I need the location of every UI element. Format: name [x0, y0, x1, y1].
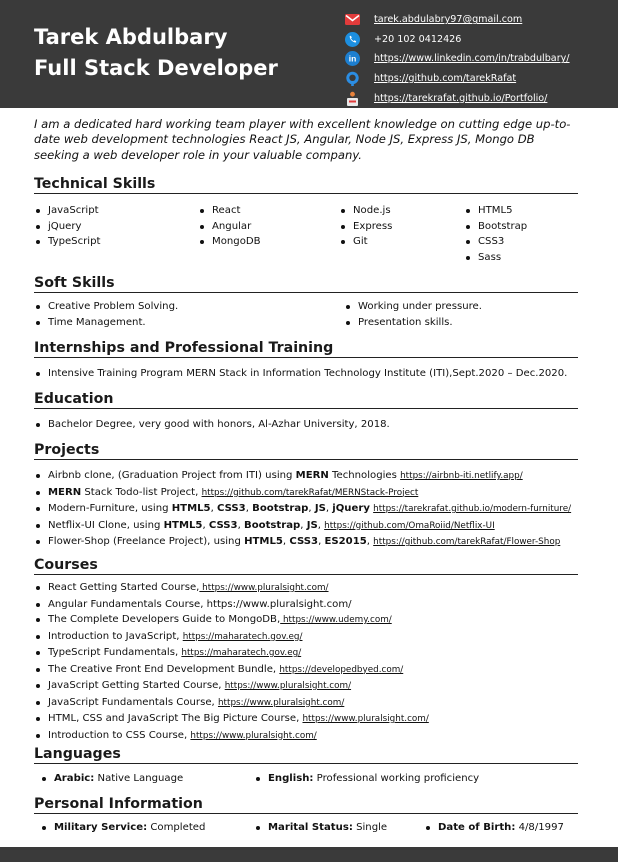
list-item: Angular	[198, 219, 339, 235]
skills-column	[198, 203, 339, 265]
section-title: Personal Information	[34, 795, 578, 814]
project-item	[34, 501, 578, 518]
language-column	[254, 771, 554, 787]
course-item	[34, 678, 578, 695]
list-item: Express	[339, 219, 464, 235]
soft-skills-section	[34, 274, 578, 330]
project-text: JS	[314, 503, 326, 514]
section-title: Soft Skills	[34, 274, 578, 293]
candidate-role: Full Stack Developer	[34, 56, 278, 80]
github-link[interactable]: https://github.com/tarekRafat	[374, 73, 517, 85]
svg-text:in: in	[348, 54, 356, 65]
section-title: Education	[34, 390, 578, 409]
course-name: Introduction to CSS Course,	[48, 729, 191, 741]
personal-column	[424, 820, 574, 836]
project-text: Modern-Furniture, using	[48, 503, 172, 514]
project-text: ,	[300, 519, 307, 531]
project-text: Bootstrap	[244, 519, 301, 531]
summary-block	[34, 117, 578, 163]
list-item: Node.js	[339, 203, 464, 219]
personal-info-columns	[34, 820, 578, 836]
course-link[interactable]: https://www.pluralsight.com/	[302, 714, 429, 724]
language-label: English:	[268, 773, 314, 784]
course-item	[34, 695, 578, 712]
project-text: MERN	[295, 470, 329, 481]
course-name: Angular Fundamentals Course, https://www.pluralsight.com/	[48, 598, 352, 610]
linkedin-link[interactable]: https://www.linkedin.com/in/trabdulbary/	[374, 53, 570, 65]
list-item: Working under pressure.	[344, 299, 574, 315]
course-link[interactable]: https://www.pluralsight.com/	[224, 681, 352, 691]
project-text: ,	[282, 536, 290, 547]
internships-list	[34, 366, 578, 382]
list-item: Bachelor Degree, very good with honors, Al-Azhar University, 2018.	[34, 417, 578, 433]
project-item	[34, 468, 578, 485]
project-text: HTML5	[171, 503, 211, 514]
project-text: ,	[366, 536, 374, 547]
project-text: ,	[202, 519, 209, 531]
candidate-name: Tarek Abdulbary	[34, 25, 228, 49]
courses-section	[34, 556, 578, 744]
personal-label: Date of Birth:	[438, 822, 516, 833]
languages-columns	[34, 771, 578, 787]
header-banner	[0, 0, 618, 108]
personal-item	[40, 820, 254, 836]
project-text: CSS3	[289, 536, 319, 547]
project-link[interactable]: https://github.com/tarekRafat/Flower-Shop	[373, 537, 561, 547]
contact-email[interactable]	[344, 10, 614, 30]
course-name: The Complete Developers Guide to MongoDB,	[48, 614, 281, 625]
personal-label: Military Service:	[54, 822, 148, 833]
name-block	[34, 22, 278, 84]
email-link[interactable]: tarek.abdulabry97@gmail.com	[374, 14, 523, 26]
project-text: Bootstrap	[252, 503, 309, 514]
course-link[interactable]: https://developedbyed.com/	[279, 664, 404, 675]
project-text: ,	[317, 519, 325, 531]
personal-value: 4/8/1997	[515, 822, 564, 833]
personal-label: Marital Status:	[268, 822, 353, 833]
list-item: React	[198, 203, 339, 219]
language-item	[40, 771, 254, 787]
project-text: ES2015	[324, 536, 367, 547]
course-name: JavaScript Fundamentals Course,	[48, 696, 218, 708]
list-item: CSS3	[464, 234, 574, 250]
skills-column	[34, 203, 198, 265]
list-item: Bootstrap	[464, 219, 574, 235]
project-text: ,	[237, 519, 245, 531]
technical-skills-columns	[34, 203, 578, 265]
course-item	[34, 662, 578, 679]
project-text: Netflix-UI Clone, using	[48, 519, 164, 531]
course-name: HTML, CSS and JavaScript The Big Picture Course,	[48, 713, 303, 724]
portfolio-link[interactable]: https://tarekrafat.github.io/Portfolio/	[374, 92, 548, 104]
course-item	[34, 612, 578, 629]
language-value: Native Language	[94, 773, 184, 784]
github-icon	[344, 71, 360, 87]
list-item: JavaScript	[34, 203, 198, 219]
personal-column	[34, 820, 254, 836]
project-text: Flower-Shop (Freelance Project), using	[48, 536, 245, 547]
project-text: CSS3	[208, 519, 238, 531]
project-text: Airbnb clone, (Graduation Project from ITI) using	[48, 470, 296, 481]
project-text: Stack Todo-list Project,	[81, 486, 202, 498]
project-text: JS	[306, 519, 318, 531]
list-item: HTML5	[464, 203, 574, 219]
language-value: Professional working proficiency	[313, 773, 480, 784]
technical-skills-section	[34, 175, 578, 265]
list-item: MongoDB	[198, 234, 339, 250]
personal-item	[254, 820, 424, 836]
language-item	[254, 771, 554, 787]
education-list	[34, 417, 578, 433]
mail-icon	[344, 12, 360, 28]
contact-github[interactable]	[344, 69, 614, 89]
course-item	[34, 629, 578, 646]
project-item	[34, 485, 578, 502]
project-text: ,	[245, 503, 253, 514]
project-link[interactable]: https://github.com/tarekRafat/MERNStack-Project	[201, 487, 419, 498]
projects-section	[34, 441, 578, 551]
soft-skills-column	[344, 299, 574, 330]
course-name: The Creative Front End Development Bundle,	[48, 663, 280, 675]
portfolio-icon	[344, 90, 360, 106]
course-item	[34, 597, 578, 613]
phone-number: +20 102 0412426	[374, 33, 462, 45]
course-link[interactable]: https://maharatech.gov.eg/	[181, 648, 302, 658]
language-column	[34, 771, 254, 787]
course-item	[34, 711, 578, 728]
project-text: CSS3	[217, 503, 246, 514]
skills-column	[464, 203, 574, 265]
project-text: ,	[308, 503, 315, 514]
project-text: ,	[210, 503, 217, 514]
course-name: TypeScript Fundamentals,	[48, 647, 182, 658]
project-text: MERN	[48, 486, 82, 498]
section-title: Technical Skills	[34, 175, 578, 194]
contact-portfolio[interactable]	[344, 88, 614, 108]
soft-skills-columns	[34, 299, 578, 330]
list-item: Intensive Training Program MERN Stack in Information Technology Institute (ITI),Sept.2020 – Dec.2020.	[34, 366, 578, 382]
internships-section	[34, 339, 578, 382]
list-item: Git	[339, 234, 464, 250]
projects-list	[34, 468, 578, 551]
project-text: ,	[325, 503, 333, 514]
list-item: TypeScript	[34, 234, 198, 250]
languages-section	[34, 745, 578, 787]
course-item	[34, 645, 578, 662]
project-link[interactable]: https://airbnb-iti.netlify.app/	[400, 471, 523, 481]
project-text: HTML5	[244, 536, 283, 547]
list-item: Creative Problem Solving.	[34, 299, 344, 315]
project-item	[34, 518, 578, 535]
personal-value: Single	[352, 822, 388, 833]
list-item: jQuery	[34, 219, 198, 235]
project-text: HTML5	[163, 519, 203, 531]
footer-bar	[0, 847, 618, 862]
personal-value: Completed	[147, 822, 206, 833]
section-title: Internships and Professional Training	[34, 339, 578, 358]
contact-linkedin[interactable]	[344, 49, 614, 69]
contact-list	[344, 10, 614, 108]
project-text: jQuery	[332, 503, 370, 514]
course-name: Introduction to JavaScript,	[48, 630, 183, 642]
course-link[interactable]: https://www.pluralsight.com/	[190, 730, 317, 741]
personal-item	[424, 820, 574, 836]
course-link[interactable]: https://www.udemy.com/	[280, 615, 392, 625]
education-section	[34, 390, 578, 433]
section-title: Courses	[34, 556, 578, 575]
personal-column	[254, 820, 424, 836]
summary-text: I am a dedicated hard working team player with excellent knowledge on cutting edge up-to-date web development technologies React JS, Angular, Node JS, Express JS, Mongo DB seeking a web developer role in your valuable company.	[34, 117, 571, 162]
course-name: React Getting Started Course,	[48, 582, 200, 593]
linkedin-icon	[344, 51, 360, 67]
list-item: Sass	[464, 250, 574, 266]
list-item: Time Management.	[34, 315, 344, 331]
project-text: ,	[318, 536, 325, 547]
section-title: Languages	[34, 745, 578, 764]
project-link[interactable]: https://github.com/OmaRoiid/Netflix-UI	[324, 520, 495, 531]
personal-info-section	[34, 795, 578, 836]
skills-column	[339, 203, 464, 265]
course-link[interactable]: https://maharatech.gov.eg/	[182, 631, 303, 642]
project-link[interactable]: https://tarekrafat.github.io/modern-furniture/	[373, 504, 572, 514]
phone-icon	[344, 31, 360, 47]
course-name: JavaScript Getting Started Course,	[48, 680, 225, 691]
course-link[interactable]: https://www.pluralsight.com/	[199, 583, 329, 593]
courses-list	[34, 580, 578, 744]
course-item	[34, 728, 578, 745]
soft-skills-column	[34, 299, 344, 330]
language-label: Arabic:	[54, 773, 95, 784]
project-item	[34, 534, 578, 551]
course-item	[34, 580, 578, 597]
section-title: Projects	[34, 441, 578, 460]
list-item: Presentation skills.	[344, 315, 574, 331]
contact-phone	[344, 30, 614, 50]
project-text: Technologies	[328, 470, 401, 481]
course-link[interactable]: https://www.pluralsight.com/	[217, 697, 345, 708]
